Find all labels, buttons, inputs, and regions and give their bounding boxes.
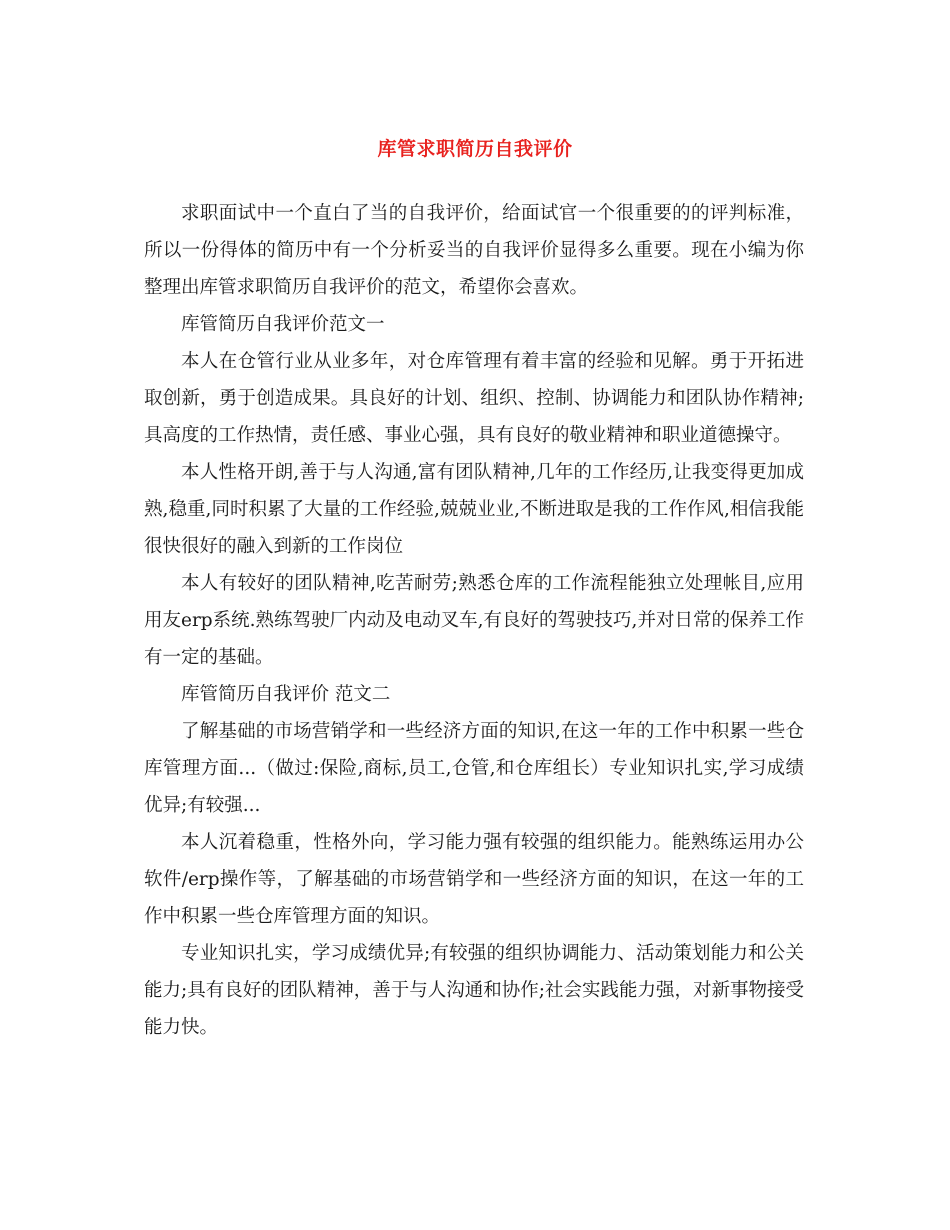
sample-one-paragraph-1: 本人在仓管行业从业多年，对仓库管理有着丰富的经验和见解。勇于开拓进取创新，勇于创造成果。具良好的计划、组织、控制、协调能力和团队协作精神;具高度的工作热情，责任感、事业心强，具有良好的敬业精神和职业道德操守。 — [144, 351, 804, 446]
document-body — [144, 195, 804, 1046]
sample-one-paragraph-3: 本人有较好的团队精神,吃苦耐劳;熟悉仓库的工作流程能独立处理帐目,应用用友erp系统.熟练驾驶厂内动及电动叉车,有良好的驾驶技巧,并对日常的保养工作有一定的基础。 — [144, 573, 804, 668]
section-heading-sample-two: 库管简历自我评价 范文二 — [181, 684, 391, 705]
document-title: 库管求职简历自我评价 — [377, 138, 573, 160]
sample-two-paragraph-1: 了解基础的市场营销学和一些经济方面的知识,在这一年的工作中积累一些仓库管理方面...（做过:保险,商标,员工,仓管,和仓库组长）专业知识扎实,学习成绩优异;有较强... — [144, 721, 804, 816]
intro-paragraph: 求职面试中一个直白了当的自我评价，给面试官一个很重要的的评判标准，所以一份得体的简历中有一个分析妥当的自我评价显得多么重要。现在小编为你整理出库管求职简历自我评价的范文，希望你会喜欢。 — [144, 203, 804, 298]
sample-two-paragraph-2: 本人沉着稳重，性格外向，学习能力强有较强的组织能力。能熟练运用办公软件/erp操作等，了解基础的市场营销学和一些经济方面的知识，在这一年的工作中积累一些仓库管理方面的知识。 — [144, 832, 804, 927]
sample-two-paragraph-3: 专业知识扎实，学习成绩优异;有较强的组织协调能力、活动策划能力和公关能力;具有良好的团队精神，善于与人沟通和协作;社会实践能力强，对新事物接受能力快。 — [144, 943, 804, 1038]
sample-one-paragraph-2: 本人性格开朗,善于与人沟通,富有团队精神,几年的工作经历,让我变得更加成熟,稳重,同时积累了大量的工作经验,兢兢业业,不断进取是我的工作作风,相信我能很快很好的融入到新的工作岗位 — [144, 462, 804, 557]
section-heading-sample-one: 库管简历自我评价范文一 — [181, 314, 385, 335]
